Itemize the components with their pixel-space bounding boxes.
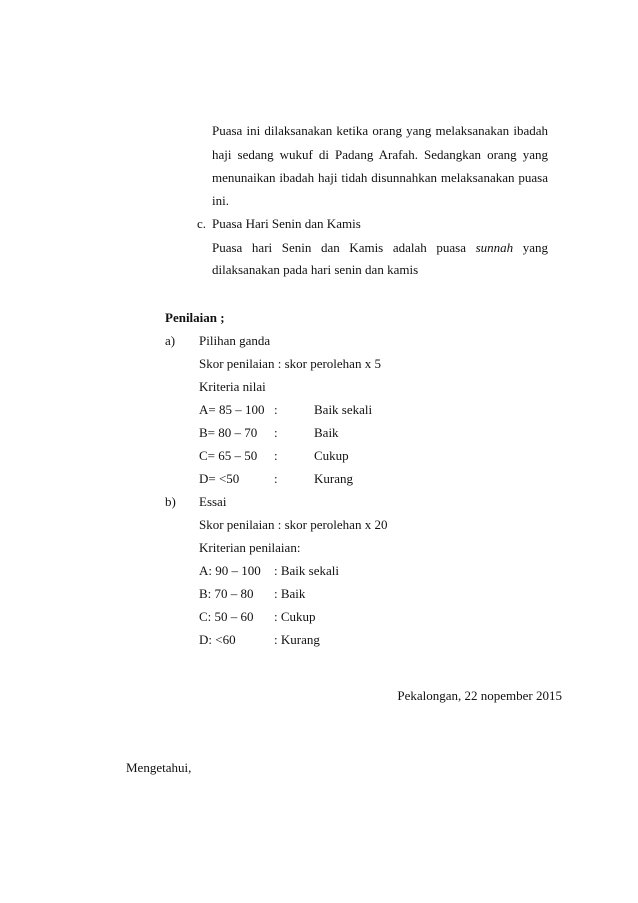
- section-b-row-label: : Kurang: [274, 632, 320, 647]
- item-c-line-1-post: yang: [522, 240, 549, 255]
- section-b-row-label: : Baik: [274, 586, 306, 601]
- intro-line-1: Puasa ini dilaksanakan ketika orang yang melaksanakan ibadah: [212, 123, 548, 138]
- section-b-kriteria: Kriterian penilaian:: [199, 540, 301, 555]
- acknowledged-label: Mengetahui,: [126, 760, 192, 775]
- section-a-row-label: Baik sekali: [314, 402, 373, 417]
- section-b-row-range: A: 90 – 100: [199, 563, 261, 578]
- penilaian-heading: Penilaian ;: [165, 310, 225, 325]
- section-a-row-range: B= 80 – 70: [199, 425, 258, 440]
- section-b-row-range: C: 50 – 60: [199, 609, 254, 624]
- section-a-row-sep: :: [274, 448, 278, 463]
- section-a-row-range: C= 65 – 50: [199, 448, 258, 463]
- section-b-row-range: B: 70 – 80: [199, 586, 254, 601]
- section-a-row-range: A= 85 – 100: [199, 402, 265, 417]
- item-c-title: Puasa Hari Senin dan Kamis: [212, 216, 361, 231]
- section-b-marker: b): [165, 494, 176, 509]
- item-c-line-1-pre: Puasa hari Senin dan Kamis adalah puasa: [212, 240, 466, 255]
- intro-line-4: ini.: [212, 193, 229, 208]
- item-c-marker: c.: [197, 216, 207, 231]
- section-b-row-label: : Baik sekali: [274, 563, 339, 578]
- item-c-line-2: dilaksanakan pada hari senin dan kamis: [212, 262, 419, 277]
- section-b-row-label: : Cukup: [274, 609, 316, 624]
- section-a-row-label: Cukup: [314, 448, 349, 463]
- section-a-row-label: Baik: [314, 425, 339, 440]
- section-b-title: Essai: [199, 494, 227, 509]
- intro-line-2: haji sedang wukuf di Padang Arafah. Sedangkan orang yang: [212, 147, 548, 162]
- section-a-kriteria: Kriteria nilai: [199, 379, 266, 394]
- section-a-skor: Skor penilaian : skor perolehan x 5: [199, 356, 381, 371]
- section-a-row-sep: :: [274, 402, 278, 417]
- section-a-row-label: Kurang: [314, 471, 353, 486]
- item-c-line-1-em: sunnah: [475, 240, 514, 255]
- place-date: Pekalongan, 22 nopember 2015: [397, 688, 562, 703]
- section-a-marker: a): [165, 333, 176, 348]
- section-a-row-range: D= <50: [199, 471, 240, 486]
- intro-line-3: menunaikan ibadah haji tidah disunnahkan melaksanakan puasa: [212, 170, 548, 185]
- section-b-row-range: D: <60: [199, 632, 236, 647]
- section-b-skor: Skor penilaian : skor perolehan x 20: [199, 517, 388, 532]
- item-c-line-1: [212, 240, 548, 256]
- section-a-row-sep: :: [274, 471, 278, 486]
- section-a-title: Pilihan ganda: [199, 333, 271, 348]
- section-a-row-sep: :: [274, 425, 278, 440]
